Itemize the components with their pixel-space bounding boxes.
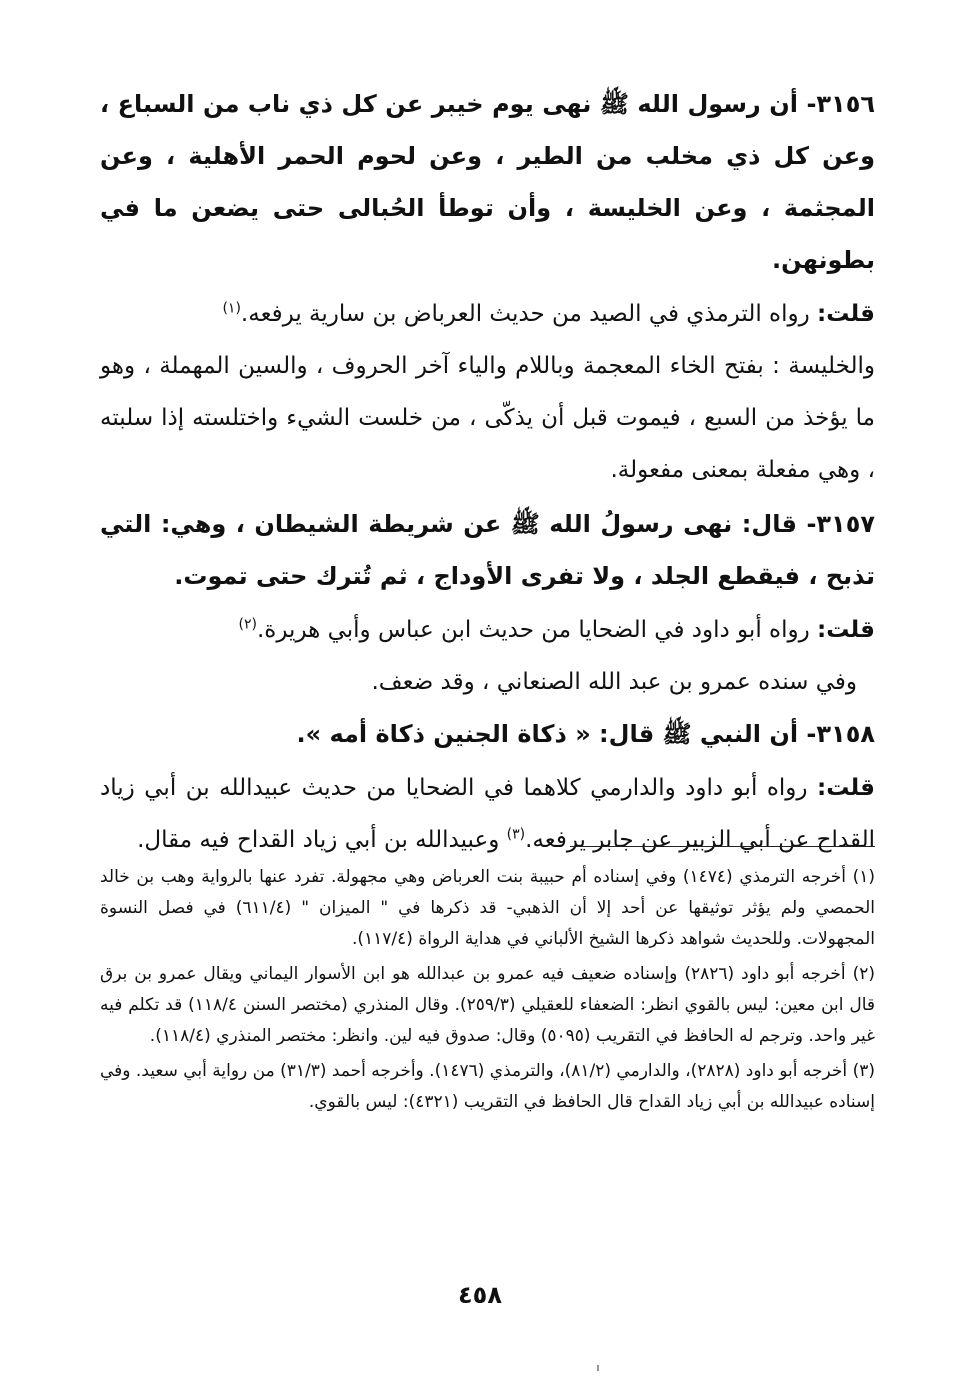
hadith-3157: ٣١٥٧- قال: نهى رسولُ الله ﷺ عن شريطة الشيطان ، وهي: التي تذبح ، فيقطع الجلد ، ولا تفرى الأوداج ، ثم تُترك حتى تموت.: [100, 510, 875, 590]
commentary-lead: قلت:: [817, 301, 875, 327]
page-number: ٤٥٨: [458, 1281, 502, 1309]
commentary-text-cont: وعبيدالله بن أبي زياد القداح فيه مقال.: [137, 827, 507, 853]
commentary-3158: [100, 762, 875, 866]
footnote-ref-2: (٢): [238, 616, 257, 633]
commentary-text: رواه أبو داود في الضحايا من حديث ابن عباس وأبي هريرة.: [257, 617, 817, 643]
hadith-3158: ٣١٥٨- أن النبي ﷺ قال: « ذكاة الجنين ذكاة أمه ».: [296, 720, 875, 748]
footnote-1: (١) أخرجه الترمذي (١٤٧٤) وفي إسناده أم حبيبة بنت العرباض وهي مجهولة. تفرد عنها بالرواية وهب بن خالد الحمصي ولم يؤثر توثيقها عن أحد إلا أن الذهبي- قد ذكرها في " الميزان " (٦١١/٤) في فصل النسوة المجهولات. وللحديث شواهد ذكرها الشيخ الألباني في هداية الرواة (١١٧/٤).: [100, 867, 875, 949]
footnote-ref-3: (٣): [506, 826, 526, 843]
commentary-text: رواه الترمذي في الصيد من حديث العرباض بن سارية يرفعه.: [240, 301, 817, 327]
commentary-text: رواه أبو داود والدارمي كلاهما في الضحايا من حديث عبيدالله بن أبي زياد القداح عن أبي الزبير عن جابر يرفعه.: [100, 775, 875, 853]
hadith-3156: ٣١٥٦- أن رسول الله ﷺ نهى يوم خيبر عن كل ذي ناب من السباع ، وعن كل ذي مخلب من الطير ، وعن لحوم الحمر الأهلية ، وعن المجثمة ، وعن الخليسة ، وأن توطأ الحُبالى حتى يضعن ما في بطونهن.: [100, 90, 875, 274]
footnote-divider: [570, 846, 875, 847]
footnote-3: (٣) أخرجه أبو داود (٢٨٢٨)، والدارمي (٨١/٢)، والترمذي (١٤٧٦). وأخرجه أحمد (٣١/٣) من رواية أبي سعيد. وفي إسناده عبيدالله بن أبي زياد القداح قال الحافظ في التقريب (٤٣٢١): ليس بالقوي.: [100, 1061, 875, 1112]
scan-speck: [597, 1365, 599, 1371]
commentary-3157: [100, 604, 875, 656]
main-text: [100, 78, 875, 866]
explanation-3156: والخليسة : بفتح الخاء المعجمة وباللام والياء آخر الحروف ، والسين المهملة ، وهو ما يؤخذ من السبع ، فيموت قبل أن يذكّى ، من خلست الشيء واختلسته إذا سلبته ، وهي مفعلة بمعنى مفعولة.: [100, 353, 875, 483]
footnotes: [100, 862, 875, 1122]
footnote-2: (٢) أخرجه أبو داود (٢٨٢٦) وإسناده ضعيف فيه عمرو بن عبدالله هو ابن الأسوار اليماني ويقال عمرو بن برق قال ابن معين: ليس بالقوي انظر: الضعفاء للعقيلي (٢٥٩/٣). وقال المنذري (مختصر السنن ١١٨/٤) قد تكلم فيه غير واحد. وترجم له الحافظ في التقريب (٥٠٩٥) وقال: صدوق فيه لين. وانظر: مختصر المنذري (١١٨/٤).: [100, 964, 875, 1046]
footnote-ref-1: (١): [222, 300, 241, 317]
commentary-lead: قلت:: [817, 775, 875, 801]
commentary-lead: قلت:: [817, 617, 875, 643]
commentary-3156: [100, 288, 875, 340]
chain-note-3157: وفي سنده عمرو بن عبد الله الصنعاني ، وقد ضعف.: [371, 669, 857, 695]
